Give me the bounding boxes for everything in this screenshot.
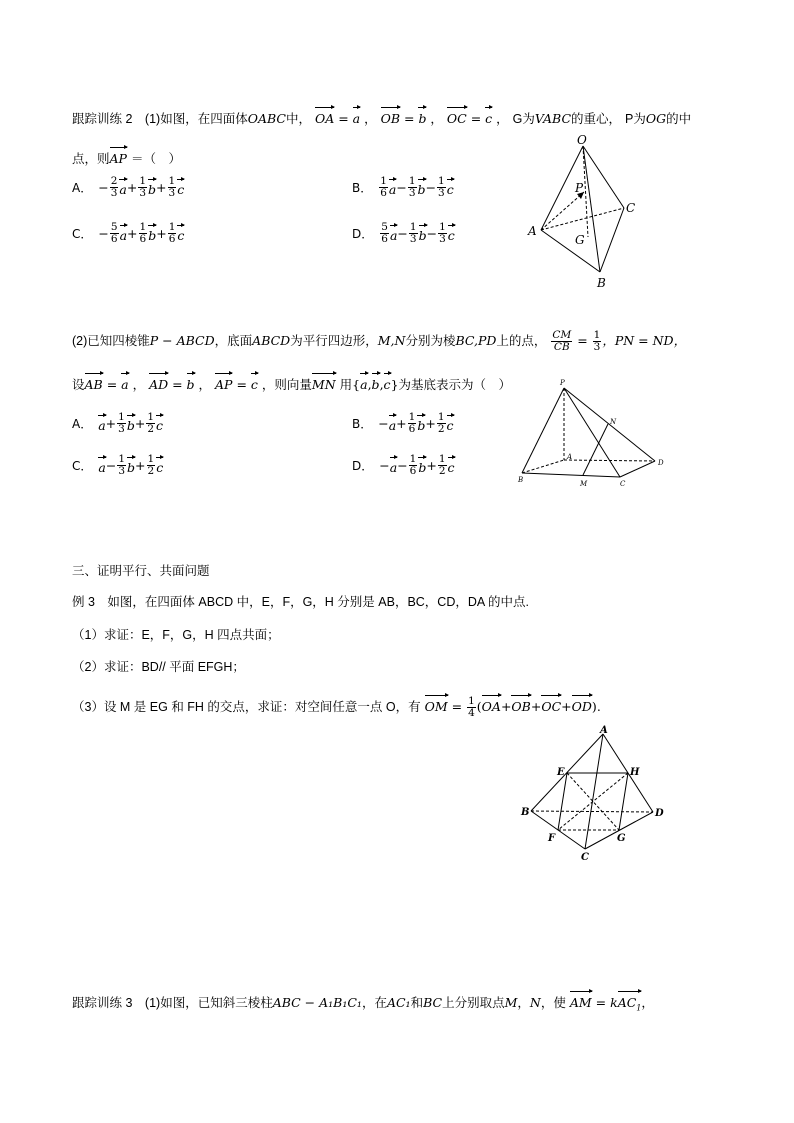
option-label: D． bbox=[352, 459, 374, 473]
text: ＝（ ） bbox=[130, 151, 181, 166]
option-d[interactable]: D． − a − $\frac{1}{6}$ b + $\frac{1}{2}$ c bbox=[352, 453, 455, 477]
option-label: A． bbox=[72, 181, 93, 195]
point-n: N bbox=[529, 995, 541, 1010]
problem-2-1-line2: 点，则AP ＝（ ） bbox=[72, 146, 181, 168]
option-b[interactable]: B． − a + $\frac{1}{6}$ b + $\frac{1}{2}$ c bbox=[352, 411, 454, 435]
edge-ad-hidden bbox=[564, 460, 655, 461]
point-m: M bbox=[504, 995, 518, 1010]
tetrahedron-oabc-figure bbox=[520, 132, 650, 292]
label-m: M bbox=[580, 480, 588, 488]
tetrahedron-name: OABC bbox=[247, 111, 286, 126]
segment-ef bbox=[558, 773, 567, 830]
points-mn: M,N bbox=[377, 333, 406, 348]
text: ， bbox=[517, 995, 530, 1010]
prism-name: ABC − A₁B₁C₁ bbox=[272, 995, 362, 1010]
label-g: G bbox=[617, 833, 626, 844]
label-a: A bbox=[600, 725, 608, 736]
edge-oc bbox=[583, 146, 624, 208]
text: ，使 bbox=[540, 996, 566, 1010]
ratio-numerator: CM bbox=[552, 329, 572, 341]
text: 的重心， bbox=[571, 112, 622, 126]
pyramid-pabcd-figure bbox=[512, 376, 672, 488]
text: P为 bbox=[625, 112, 646, 126]
segment-hg bbox=[619, 773, 628, 830]
edge-bc bbox=[522, 473, 620, 477]
section-heading: 三、证明平行、共面问题 bbox=[72, 563, 210, 578]
label-f: F bbox=[548, 833, 556, 844]
problem-2-1-intro: 跟踪训练 2 (1)如图，在四面体 bbox=[72, 112, 248, 126]
pn-nd: ，PN = ND， bbox=[602, 333, 687, 348]
option-label: C． bbox=[72, 459, 93, 473]
option-d[interactable]: D． $\frac{5}{6}$ a − $\frac{1}{3}$ b − $\frac{1}{3}$ c bbox=[352, 221, 455, 245]
label-d: D bbox=[658, 459, 664, 467]
option-c[interactable]: C． − $\frac{5}{6}$ a + $\frac{1}{6}$ b + $\frac{1}{6}$ c bbox=[72, 221, 185, 245]
pyramid-name: P − ABCD bbox=[149, 333, 215, 348]
text: 和 bbox=[410, 996, 424, 1010]
text: 中， bbox=[285, 111, 311, 126]
triangle-name: VABC bbox=[534, 111, 572, 126]
edge-ac bbox=[585, 734, 603, 849]
label-o: O bbox=[577, 133, 587, 147]
ratio-three: 3 bbox=[593, 341, 601, 353]
text: 为平行四边形， bbox=[290, 334, 378, 348]
equals: = bbox=[577, 333, 588, 348]
text: 分别为棱 bbox=[405, 334, 456, 348]
ratio-denominator: CB bbox=[553, 341, 570, 353]
option-a[interactable]: A． a + $\frac{1}{3}$ b + $\frac{1}{2}$ c bbox=[72, 411, 164, 435]
option-c[interactable]: C． a − $\frac{1}{3}$ b + $\frac{1}{2}$ c bbox=[72, 453, 164, 477]
label-b: B bbox=[597, 276, 606, 290]
option-label: B． bbox=[352, 181, 373, 195]
text: 为基底表示为（ ） bbox=[398, 378, 512, 392]
problem-2-1-line1: 跟踪训练 2 (1)如图，在四面体OABC中， OA = a ， OB = b ， OC = c ， G为VABC的重心， P为OG的中 bbox=[72, 106, 691, 128]
option-label: D． bbox=[352, 227, 374, 241]
segment-bc: BC bbox=[423, 995, 443, 1010]
edge-pb bbox=[522, 388, 564, 473]
edge-cd bbox=[620, 461, 655, 477]
edge-pc bbox=[564, 388, 620, 477]
label-a: A bbox=[567, 453, 573, 461]
text: ，底面 bbox=[214, 334, 253, 348]
segment-mn bbox=[583, 424, 608, 475]
tetrahedron-abcd-figure bbox=[515, 725, 675, 865]
text: 上分别取点 bbox=[442, 996, 505, 1010]
text: G为 bbox=[512, 112, 535, 126]
label-e: E bbox=[557, 767, 565, 778]
edge-bc bbox=[600, 208, 624, 272]
label-c: C bbox=[626, 201, 636, 215]
option-label: B． bbox=[352, 417, 373, 431]
label-h: H bbox=[630, 767, 640, 778]
text: 上的点， bbox=[496, 334, 547, 348]
problem-3-1-line1: 跟踪训练 3 (1)如图，已知斜三棱柱ABC − A₁B₁C₁，在AC₁和BC上分别取点M，N，使 AM = kAC$_1$， bbox=[72, 990, 654, 1018]
text: ，在 bbox=[361, 996, 387, 1010]
text: ， bbox=[641, 995, 654, 1010]
example-3-q3: （3）设 M 是 EG 和 FH 的交点，求证：对空间任意一点 O，有 OM = $\frac{1}{4}$ (OA+OB+OC+OD). bbox=[72, 695, 601, 719]
text: 设 bbox=[72, 378, 85, 392]
label-p: P bbox=[560, 379, 565, 387]
text: 用 bbox=[339, 378, 353, 392]
label-c: C bbox=[620, 480, 626, 488]
text: (2)已知四棱锥 bbox=[72, 334, 150, 348]
text: （3）设 M 是 EG 和 FH 的交点，求证：对空间任意一点 O，有 bbox=[72, 700, 421, 714]
label-p: P bbox=[575, 181, 584, 195]
problem-2-2-line2: 设AB = a ， AD = b ， AP = c ，则向量MN 用{a,b,c}为基底表示为（ ） bbox=[72, 372, 511, 394]
text: 跟踪训练 3 (1)如图，已知斜三棱柱 bbox=[72, 996, 273, 1010]
segment-ac1: AC₁ bbox=[386, 995, 411, 1010]
example-3-q2: （2）求证：BD// 平面 EFGH； bbox=[72, 660, 245, 674]
text: 点，则 bbox=[72, 152, 110, 166]
option-label: C． bbox=[72, 227, 93, 241]
label-g: G bbox=[575, 233, 585, 247]
option-a[interactable]: A． − $\frac{2}{3}$ a + $\frac{1}{3}$ b + $\frac{1}{3}$ c bbox=[72, 175, 185, 199]
diagonal-fh bbox=[558, 773, 628, 830]
option-b[interactable]: B． $\frac{1}{6}$ a − $\frac{1}{3}$ b − $\frac{1}{3}$ c bbox=[352, 175, 454, 199]
edge-ob bbox=[583, 146, 600, 272]
edge-bd-hidden bbox=[531, 811, 653, 812]
text: . bbox=[596, 699, 601, 714]
segment-og bbox=[583, 146, 588, 237]
label-d: D bbox=[655, 808, 664, 819]
label-b: B bbox=[521, 807, 530, 818]
edge-ab-hidden bbox=[522, 460, 564, 473]
text: 的中 bbox=[666, 112, 692, 126]
example-3-q1: （1）求证：E，F，G，H 四点共面； bbox=[72, 628, 280, 642]
label-c: C bbox=[581, 852, 589, 863]
base-name: ABCD bbox=[252, 333, 291, 348]
edges-bc-pd: BC,PD bbox=[455, 333, 497, 348]
label-b: B bbox=[518, 476, 524, 484]
problem-2-2-line1 bbox=[72, 330, 686, 353]
text: ，则向量 bbox=[261, 378, 312, 392]
example-3-stem: 例 3 如图，在四面体 ABCD 中，E，F，G，H 分别是 AB，BC，CD，DA 的中点. bbox=[72, 595, 529, 609]
option-label: A． bbox=[72, 417, 93, 431]
label-n: N bbox=[610, 418, 617, 426]
edge-ab bbox=[541, 230, 600, 272]
ratio-one: 1 bbox=[593, 329, 601, 341]
label-a: A bbox=[528, 224, 537, 238]
segment-name: OG bbox=[645, 111, 667, 126]
